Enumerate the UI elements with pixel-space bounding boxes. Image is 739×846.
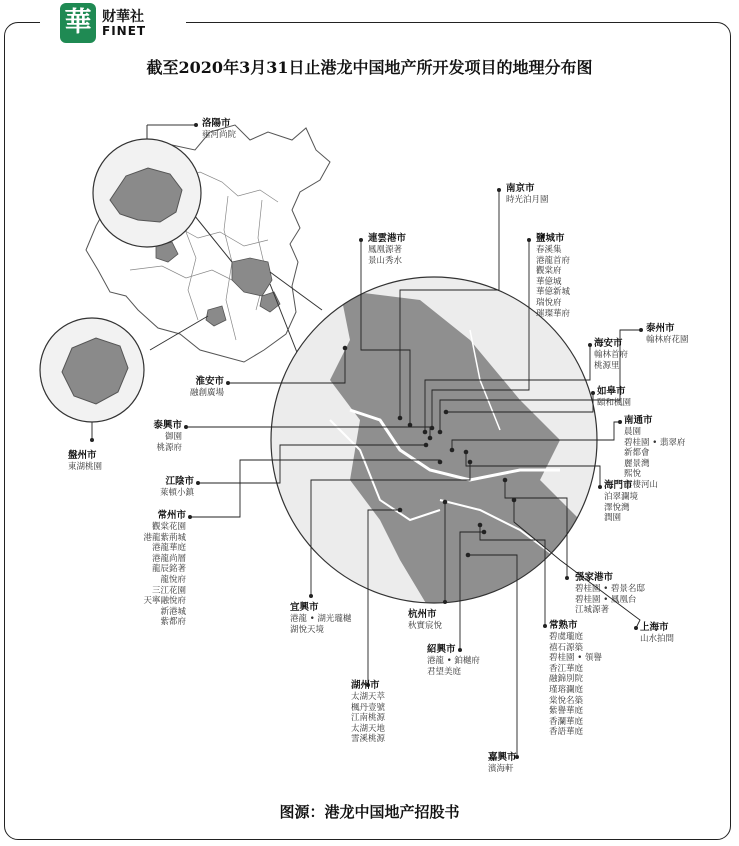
project-name: 桃源府 bbox=[156, 442, 182, 453]
project-name: 港龍尚層 bbox=[151, 553, 186, 564]
project-name: 翰林首府 bbox=[594, 350, 629, 360]
project-name: 熙悅 bbox=[624, 469, 642, 480]
project-name: 雍河尚院 bbox=[202, 130, 237, 140]
project-name: 太湖天地 bbox=[351, 723, 386, 734]
yangtze-delta-inset bbox=[271, 277, 600, 620]
label-jiangyin bbox=[130, 476, 194, 499]
city-name: 常州市 bbox=[157, 510, 186, 521]
project-name: 秋實宸悅 bbox=[408, 621, 443, 631]
project-name: 霅溪桃源 bbox=[351, 734, 386, 745]
city-name: 海安市 bbox=[594, 338, 623, 349]
project-name: 翰林府花園 bbox=[646, 335, 689, 345]
project-name: 碧桂園 • 翡翠府 bbox=[624, 437, 686, 448]
project-name: 碧桂園 • 鳳凰台 bbox=[575, 594, 637, 605]
label-hangzhou bbox=[408, 609, 442, 632]
project-name: 香江華庭 bbox=[549, 663, 584, 674]
project-name: 棠悅名築 bbox=[549, 695, 584, 706]
project-name: 融創廣場 bbox=[189, 388, 224, 398]
project-name: 新都會 bbox=[624, 448, 650, 459]
city-name: 嘉興市 bbox=[488, 752, 517, 763]
project-name: 禧石源築 bbox=[549, 642, 584, 653]
label-luoyang bbox=[202, 118, 236, 141]
label-shanghai bbox=[640, 622, 674, 645]
project-name: 鳳凰源著 bbox=[368, 245, 403, 255]
city-name: 連雲港市 bbox=[368, 233, 407, 244]
label-huzhou bbox=[351, 680, 385, 745]
project-name: 港龍首府 bbox=[536, 255, 571, 266]
city-name: 南通市 bbox=[624, 415, 653, 426]
label-shaoxing bbox=[427, 644, 480, 677]
project-name: 三江花園 bbox=[151, 585, 186, 596]
brand-name-cn: 财華社 bbox=[102, 9, 144, 25]
label-yixing bbox=[290, 602, 351, 635]
city-name: 泰興市 bbox=[153, 420, 182, 431]
project-name: 萊頓小鎮 bbox=[159, 488, 194, 498]
project-name: 龍辰銘著 bbox=[151, 564, 186, 575]
label-haimen bbox=[604, 480, 638, 524]
city-name: 紹興市 bbox=[427, 644, 456, 655]
label-jiaxing bbox=[488, 752, 517, 775]
source-caption: 图源：港龙中国地产招股书 bbox=[279, 803, 460, 821]
project-name: 瑾瑢瀾庭 bbox=[549, 684, 584, 695]
label-changzhou bbox=[112, 510, 186, 628]
project-name: 湖悅天境 bbox=[290, 624, 325, 635]
project-name: 新港城 bbox=[160, 606, 186, 617]
label-haian bbox=[594, 338, 628, 371]
project-name: 瑞悅府 bbox=[536, 297, 562, 308]
city-name: 海門市 bbox=[604, 480, 633, 491]
project-name: 景山秀水 bbox=[368, 255, 403, 266]
city-name: 如皋市 bbox=[597, 386, 626, 397]
city-name: 張家港市 bbox=[575, 572, 614, 583]
label-huaian bbox=[160, 376, 224, 399]
project-name: 頤和楓園 bbox=[597, 398, 632, 408]
project-name: 碧虞瓏庭 bbox=[549, 632, 584, 642]
label-yancheng bbox=[536, 233, 570, 319]
city-name: 洛陽市 bbox=[202, 118, 231, 129]
project-name: 楓丹壹號 bbox=[351, 702, 386, 713]
label-changshu bbox=[549, 620, 602, 738]
project-name: 麗景灣 bbox=[624, 458, 650, 469]
city-name: 南京市 bbox=[506, 183, 535, 194]
luoyang-inset bbox=[93, 123, 201, 247]
project-name: 融錦別院 bbox=[549, 674, 584, 685]
city-name: 泰州市 bbox=[646, 323, 675, 334]
project-name: 山水拍間 bbox=[640, 634, 675, 644]
label-panzhou bbox=[68, 450, 102, 473]
brand-name-en: FINET bbox=[102, 24, 147, 38]
project-name: 觀棠府 bbox=[536, 266, 562, 277]
project-name: 桃源里 bbox=[594, 360, 620, 371]
city-name: 盤州市 bbox=[68, 450, 97, 461]
project-name: 晨園 bbox=[624, 427, 642, 437]
project-name: 泊翠瀾境 bbox=[604, 492, 639, 502]
project-name: 港龍華庭 bbox=[151, 543, 186, 554]
city-name: 常熟市 bbox=[549, 620, 578, 631]
project-name: 華億城 bbox=[536, 276, 562, 287]
label-nanjing bbox=[506, 183, 549, 206]
project-name: 紫都府 bbox=[160, 617, 186, 628]
city-name: 鹽城市 bbox=[536, 233, 565, 244]
city-name: 上海市 bbox=[640, 622, 669, 633]
project-name: 江城源著 bbox=[575, 605, 610, 616]
city-name: 杭州市 bbox=[408, 609, 437, 620]
city-name: 湖州市 bbox=[351, 680, 380, 691]
project-name: 香語華庭 bbox=[549, 727, 584, 738]
project-name: 東湖桃園 bbox=[68, 462, 103, 472]
project-name: 碧桂園 • 領譽 bbox=[549, 653, 602, 664]
project-name: 濱海軒 bbox=[488, 764, 514, 774]
city-name: 宜興市 bbox=[290, 602, 319, 613]
page-title: 截至2020年3月31日止港龙中国地产所开发项目的地理分布图 bbox=[146, 58, 593, 77]
project-name: 港龍紫荊城 bbox=[143, 532, 186, 543]
project-name: 港龍 • 鉑樾府 bbox=[427, 656, 480, 666]
city-name: 淮安市 bbox=[195, 376, 224, 387]
project-name: 太湖天萃 bbox=[351, 692, 386, 702]
project-name: 江南桃源 bbox=[351, 713, 386, 724]
project-name: 香瀾華庭 bbox=[549, 716, 584, 727]
label-taizhou bbox=[646, 323, 689, 346]
label-taixing bbox=[116, 420, 182, 453]
finet-logo-badge: 華 bbox=[60, 3, 96, 43]
label-lianyungang bbox=[368, 233, 406, 266]
project-name: 觀棠花園 bbox=[151, 522, 186, 532]
project-name: 碧桂園 • 碧景名邸 bbox=[575, 584, 645, 594]
project-name: 龍悅府 bbox=[160, 574, 186, 585]
project-name: 澤悅灣 bbox=[604, 502, 630, 513]
label-zhangjiagang bbox=[575, 572, 645, 616]
project-name: 雲棲河山 bbox=[624, 479, 659, 490]
project-name: 時光泊月園 bbox=[506, 195, 549, 205]
project-name: 天寧融悅府 bbox=[143, 596, 186, 607]
project-name: 華億新城 bbox=[536, 287, 571, 298]
project-name: 港龍 • 湖光瓏樾 bbox=[290, 614, 352, 624]
project-name: 君望美庭 bbox=[427, 666, 462, 677]
project-name: 紫譽華庭 bbox=[549, 706, 584, 717]
project-name: 潤園 bbox=[604, 513, 622, 524]
label-rugao bbox=[597, 386, 631, 409]
project-name: 璀璨華府 bbox=[536, 308, 571, 319]
project-name: 御園 bbox=[164, 432, 182, 442]
city-name: 江陰市 bbox=[165, 476, 194, 487]
project-name: 春溪集 bbox=[536, 245, 562, 255]
